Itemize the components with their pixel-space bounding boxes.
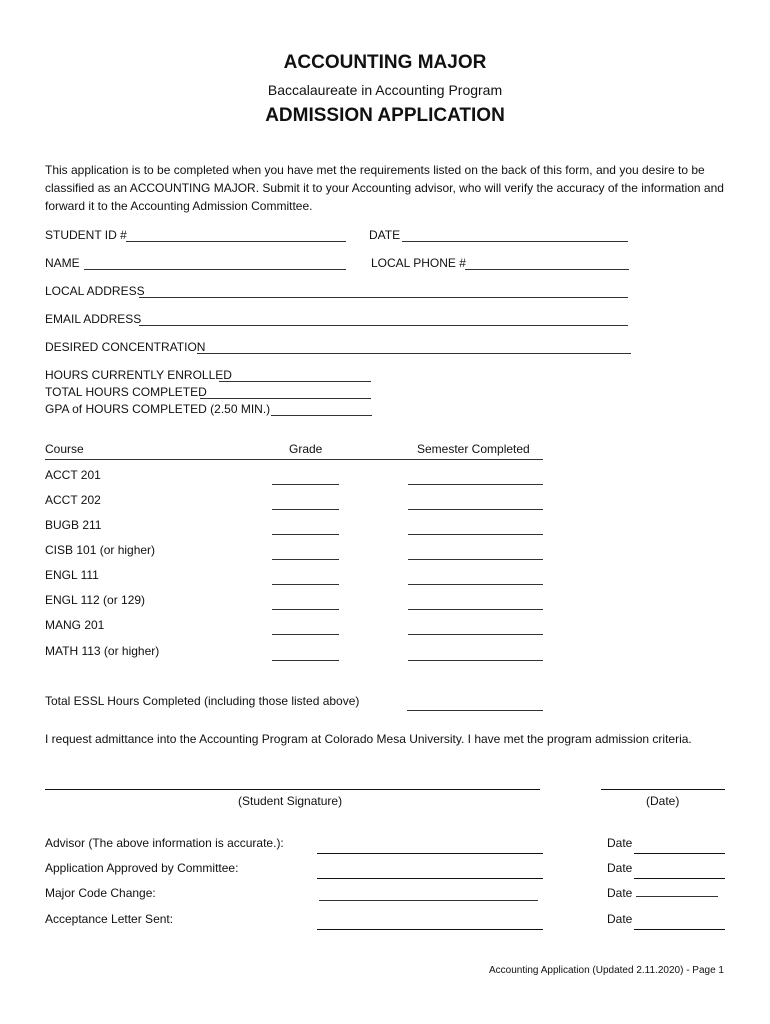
committee-date-line[interactable] bbox=[634, 865, 725, 879]
total-hours-label: TOTAL HOURS COMPLETED bbox=[45, 385, 207, 399]
local-address-label: LOCAL ADDRESS bbox=[45, 284, 145, 298]
advisor-label: Advisor (The above information is accurate.): bbox=[45, 836, 284, 850]
advisor-date-line[interactable] bbox=[634, 840, 725, 854]
signature-date-line[interactable] bbox=[601, 776, 725, 790]
semester-header: Semester Completed bbox=[417, 442, 530, 456]
semester-field[interactable] bbox=[408, 596, 543, 610]
major-code-line[interactable] bbox=[319, 887, 538, 901]
signature-date-label: (Date) bbox=[646, 794, 680, 808]
date-field[interactable] bbox=[402, 228, 628, 242]
advisor-signature-line[interactable] bbox=[317, 840, 543, 854]
semester-field[interactable] bbox=[408, 546, 543, 560]
semester-field[interactable] bbox=[408, 647, 543, 661]
request-paragraph: I request admittance into the Accounting Program at Colorado Mesa University. I have met the program admission criteria. bbox=[45, 732, 692, 746]
course-bugb211: BUGB 211 bbox=[45, 518, 102, 532]
student-id-field[interactable] bbox=[126, 228, 346, 242]
major-code-date-line[interactable] bbox=[636, 883, 718, 897]
course-cisb101: CISB 101 (or higher) bbox=[45, 543, 156, 557]
major-code-date-label: Date bbox=[607, 886, 633, 900]
acceptance-date-label: Date bbox=[607, 912, 633, 926]
acceptance-date-line[interactable] bbox=[634, 916, 725, 930]
course-acct202: ACCT 202 bbox=[45, 493, 101, 507]
table-header-rule bbox=[45, 446, 543, 460]
grade-field[interactable] bbox=[272, 571, 339, 585]
grade-field[interactable] bbox=[272, 621, 339, 635]
grade-header: Grade bbox=[289, 442, 323, 456]
course-engl112: ENGL 112 (or 129) bbox=[45, 593, 146, 607]
semester-field[interactable] bbox=[408, 496, 543, 510]
course-engl111: ENGL 111 bbox=[45, 568, 99, 582]
total-hours-field[interactable] bbox=[200, 385, 371, 399]
intro-paragraph: This application is to be completed when you have met the requirements listed on the back of this form, and you desire to be classified as an ACCOUNTING MAJOR. Submit it to your Accounting advisor, who will verify the accuracy of the information and forward it to the Accounting Admission Committee. bbox=[45, 163, 724, 213]
student-signature-label: (Student Signature) bbox=[238, 794, 343, 808]
local-address-field[interactable] bbox=[139, 284, 628, 298]
course-header: Course bbox=[45, 442, 84, 456]
page-title: ACCOUNTING MAJOR bbox=[283, 52, 487, 73]
acceptance-letter-label: Acceptance Letter Sent: bbox=[45, 912, 174, 926]
committee-label: Application Approved by Committee: bbox=[45, 861, 239, 875]
grade-field[interactable] bbox=[272, 596, 339, 610]
desired-concentration-label: DESIRED CONCENTRATION bbox=[45, 340, 206, 354]
course-acct201: ACCT 201 bbox=[45, 468, 101, 482]
grade-field[interactable] bbox=[272, 471, 339, 485]
gpa-field[interactable] bbox=[271, 402, 372, 416]
essl-field[interactable] bbox=[407, 697, 543, 711]
student-id-label: STUDENT ID # bbox=[45, 228, 127, 242]
name-field[interactable] bbox=[84, 256, 346, 270]
semester-field[interactable] bbox=[408, 471, 543, 485]
hours-enrolled-label: HOURS CURRENTLY ENROLLED bbox=[45, 368, 232, 382]
grade-field[interactable] bbox=[272, 546, 339, 560]
date-label: DATE bbox=[369, 228, 401, 242]
course-math113: MATH 113 (or higher) bbox=[45, 644, 160, 658]
committee-signature-line[interactable] bbox=[317, 865, 543, 879]
semester-field[interactable] bbox=[408, 571, 543, 585]
gpa-label: GPA of HOURS COMPLETED (2.50 MIN.) bbox=[45, 402, 271, 416]
major-code-label: Major Code Change: bbox=[45, 886, 156, 900]
essl-label: Total ESSL Hours Completed (including those listed above) bbox=[45, 694, 360, 708]
grade-field[interactable] bbox=[272, 521, 339, 535]
desired-concentration-field[interactable] bbox=[197, 340, 631, 354]
acceptance-signature-line[interactable] bbox=[317, 916, 543, 930]
grade-field[interactable] bbox=[272, 647, 339, 661]
semester-field[interactable] bbox=[408, 521, 543, 535]
name-label: NAME bbox=[45, 256, 80, 270]
email-address-label: EMAIL ADDRESS bbox=[45, 312, 142, 326]
local-phone-field[interactable] bbox=[465, 256, 629, 270]
semester-field[interactable] bbox=[408, 621, 543, 635]
advisor-date-label: Date bbox=[607, 836, 633, 850]
committee-date-label: Date bbox=[607, 861, 633, 875]
email-address-field[interactable] bbox=[139, 312, 628, 326]
local-phone-label: LOCAL PHONE # bbox=[371, 256, 466, 270]
student-signature-line[interactable] bbox=[45, 776, 540, 790]
grade-field[interactable] bbox=[272, 496, 339, 510]
hours-enrolled-field[interactable] bbox=[219, 368, 371, 382]
course-mang201: MANG 201 bbox=[45, 618, 105, 632]
page-footer: Accounting Application (Updated 2.11.2020) - Page 1 bbox=[489, 965, 724, 976]
page-subtitle: Baccalaureate in Accounting Program bbox=[267, 82, 503, 98]
form-title: ADMISSION APPLICATION bbox=[265, 105, 505, 126]
